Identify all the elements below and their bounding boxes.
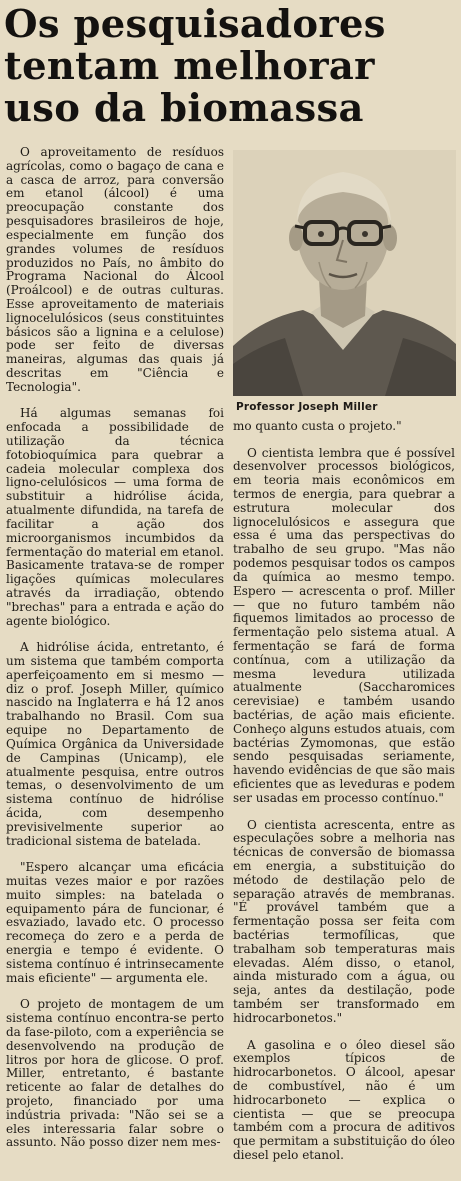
portrait-photo-graphic xyxy=(233,150,456,396)
paragraph: A hidrólise ácida, entretanto, é um sistema que também comporta aperfeiçoamento em si mesmo — diz o prof. Joseph Miller, químico nascido na Inglaterra e há 12 anos trabalhando no Brasil. Com sua equipe no Departamento de Química Orgânica da Universidade de Campinas (Unicamp), ele atualmente pesquisa, entre outros temas, o desenvolvimento de um sistema contínuo de hidrólise ácida, com desempenho previsivelmente superior ao tradicional sistema de batelada. xyxy=(6,640,224,848)
paragraph: mo quanto custa o projeto." xyxy=(233,419,402,433)
photo-caption: Professor Joseph Miller xyxy=(236,401,378,413)
headline-line-3: uso da biomassa xyxy=(4,86,364,131)
article-column-right xyxy=(233,420,455,1176)
paragraph: O cientista lembra que é possível desenvolver processos biológicos, em teoria mais econômicos em termos de energia, para quebrar a estrutura molecular dos lignocelulósicos e assegura que essa é uma das perspectivas do trabalho de seu grupo. "Mas não podemos pesquisar todos os campos da química ao mesmo tempo. Espero — acrescenta o prof. Miller — que no futuro também não fiquemos limitados ao processo de fermentação pelo sistema atual. A fermentação se fará de forma contínua, com a utilização da mesma levedura utilizada atualmente (Saccharomices cerevisiae) e também usando bactérias, de ação mais eficiente. Conheço alguns estudos atuais, com bactérias Zymomonas, que estão sendo pesquisadas seriamente, havendo evidências de que são mais eficientes que as leveduras e podem ser usadas em processo contínuo." xyxy=(233,445,455,805)
headline-line-1: Os pesquisadores xyxy=(4,2,386,47)
article-column-left xyxy=(6,146,224,1163)
paragraph: Há algumas semanas foi enfocada a possibilidade de utilização da técnica fotobioquímica para quebrar a cadeia molecular complexa dos ligno-celulósicos — uma forma de substituir a hidrólise ácida, atualmente difundida, na tarefa de facilitar a ação dos microorganismos incumbidos da fermentação do material em etanol. Basicamente tratava-se de romper ligações químicas moleculares através da irradiação, obtendo "brechas" para a entrada e ação do agente biológico. xyxy=(6,406,224,628)
paragraph: O projeto de montagem de um sistema contínuo encontra-se perto da fase-piloto, com a experiência se desenvolvendo na produção de litros por hora de glicose. O prof. Miller, entretanto, é bastante reticente ao falar de detalhes do projeto, financiado por uma indústria privada: "Não sei se a eles interessaria falar sobre o assunto. Não posso dizer nem mes- xyxy=(6,997,224,1150)
paragraph: "Espero alcançar uma eficácia muitas vezes maior e por razões muito simples: na batelada o equipamento pára de funcionar, é esvaziado, lavado etc. O processo recomeça do zero e a perda de energia e tempo é evidente. O sistema contínuo é intrinsecamente mais eficiente" — argumenta ele. xyxy=(6,860,224,985)
paragraph: O aproveitamento de resíduos agrícolas, como o bagaço de cana e a casca de arroz, para conversão em etanol (álcool) é uma preocupação constante dos pesquisadores brasileiros de hoje, especialmente em função dos grandes volumes de resíduos produzidos no País, no âmbito do Programa Nacional do Álcool (Proálcool) e de outras culturas. Esse aproveitamento de materiais lignocelulósicos (seus constituintes básicos são a lignina e a celulose) pode ser feito de diversas maneiras, algumas das quais já descritas em "Ciência e Tecnologia". xyxy=(6,145,224,394)
paragraph: O cientista acrescenta, entre as especulações sobre a melhoria nas técnicas de conversão de biomassa em energia, a substituição do método de destilação pelo de separação através de membranas. "É provável também que a fermentação possa ser feita com bactérias termofílicas, que trabalham sob temperaturas mais elevadas. Além disso, o etanol, ainda misturado com a água, ou seja, antes da destilação, pode também ser transformado em hidrocarbonetos." xyxy=(233,817,455,1025)
portrait-photo xyxy=(233,150,456,396)
paragraph: A gasolina e o óleo diesel são exemplos típicos de hidrocarbonetos. O álcool, apesar de combustível, não é um hidrocarboneto — explica o cientista — que se preocupa também com a procura de aditivos que permitam a substituição do óleo diesel pelo etanol. xyxy=(233,1037,455,1163)
headline xyxy=(4,4,459,130)
headline-line-2: tentam melhorar xyxy=(4,44,375,89)
